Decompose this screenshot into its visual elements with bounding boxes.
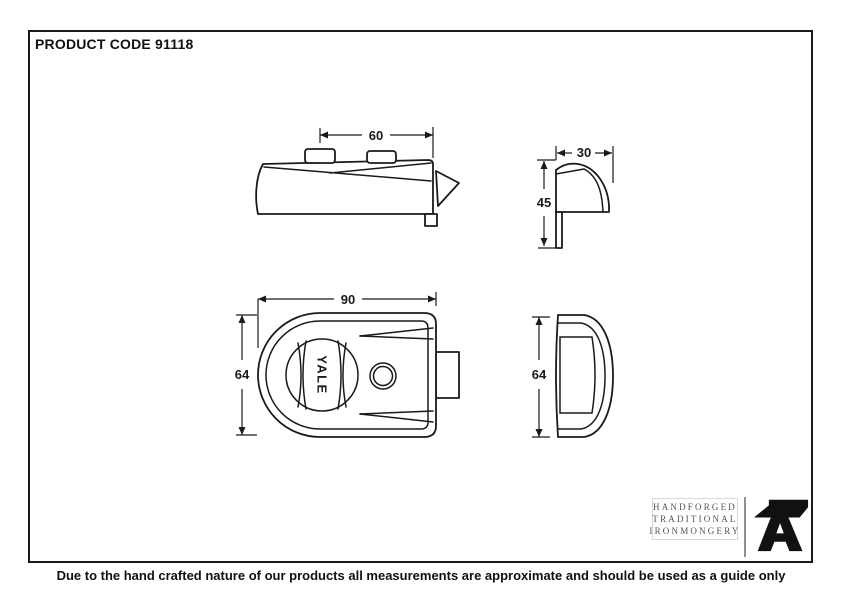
anvil-icon xyxy=(753,497,809,553)
product-code-label: PRODUCT CODE 91118 xyxy=(35,36,194,52)
front-view-latch-bolt xyxy=(436,352,459,398)
brand-logo-text xyxy=(649,498,741,540)
dimension-label-end-height: 45 xyxy=(536,195,552,210)
top-view-knob-boss xyxy=(367,151,396,163)
dimension-label-keep-height: 64 xyxy=(531,367,547,382)
logo-line-1: HANDFORGED xyxy=(653,502,738,512)
front-view-drawing xyxy=(235,292,459,437)
end-view-drawing xyxy=(537,145,613,248)
front-view-body-outer xyxy=(258,313,436,437)
logo-line-2: TRADITIONAL xyxy=(652,514,738,524)
logo-line-3: IRONMONGERY xyxy=(649,526,741,536)
top-view-drawing xyxy=(256,127,459,226)
brand-logo xyxy=(649,497,812,559)
dimension-label-end-depth: 30 xyxy=(576,145,592,160)
end-view-bolt xyxy=(556,212,562,248)
dimension-label-front-width: 90 xyxy=(340,292,356,307)
dimension-label-top-width: 60 xyxy=(368,128,384,143)
yale-brand-text: YALE xyxy=(314,355,330,395)
end-view-body xyxy=(556,164,609,212)
disclaimer-text: Due to the hand crafted nature of our products all measurements are approximate and should be used as a guide only xyxy=(56,568,786,583)
top-view-bolt-tab xyxy=(425,214,437,226)
logo-divider xyxy=(744,497,746,557)
top-view-latch-triangle xyxy=(436,171,459,206)
top-view-knob-boss xyxy=(305,149,335,163)
keep-view-drawing xyxy=(532,315,613,437)
dimension-label-front-height: 64 xyxy=(234,367,250,382)
